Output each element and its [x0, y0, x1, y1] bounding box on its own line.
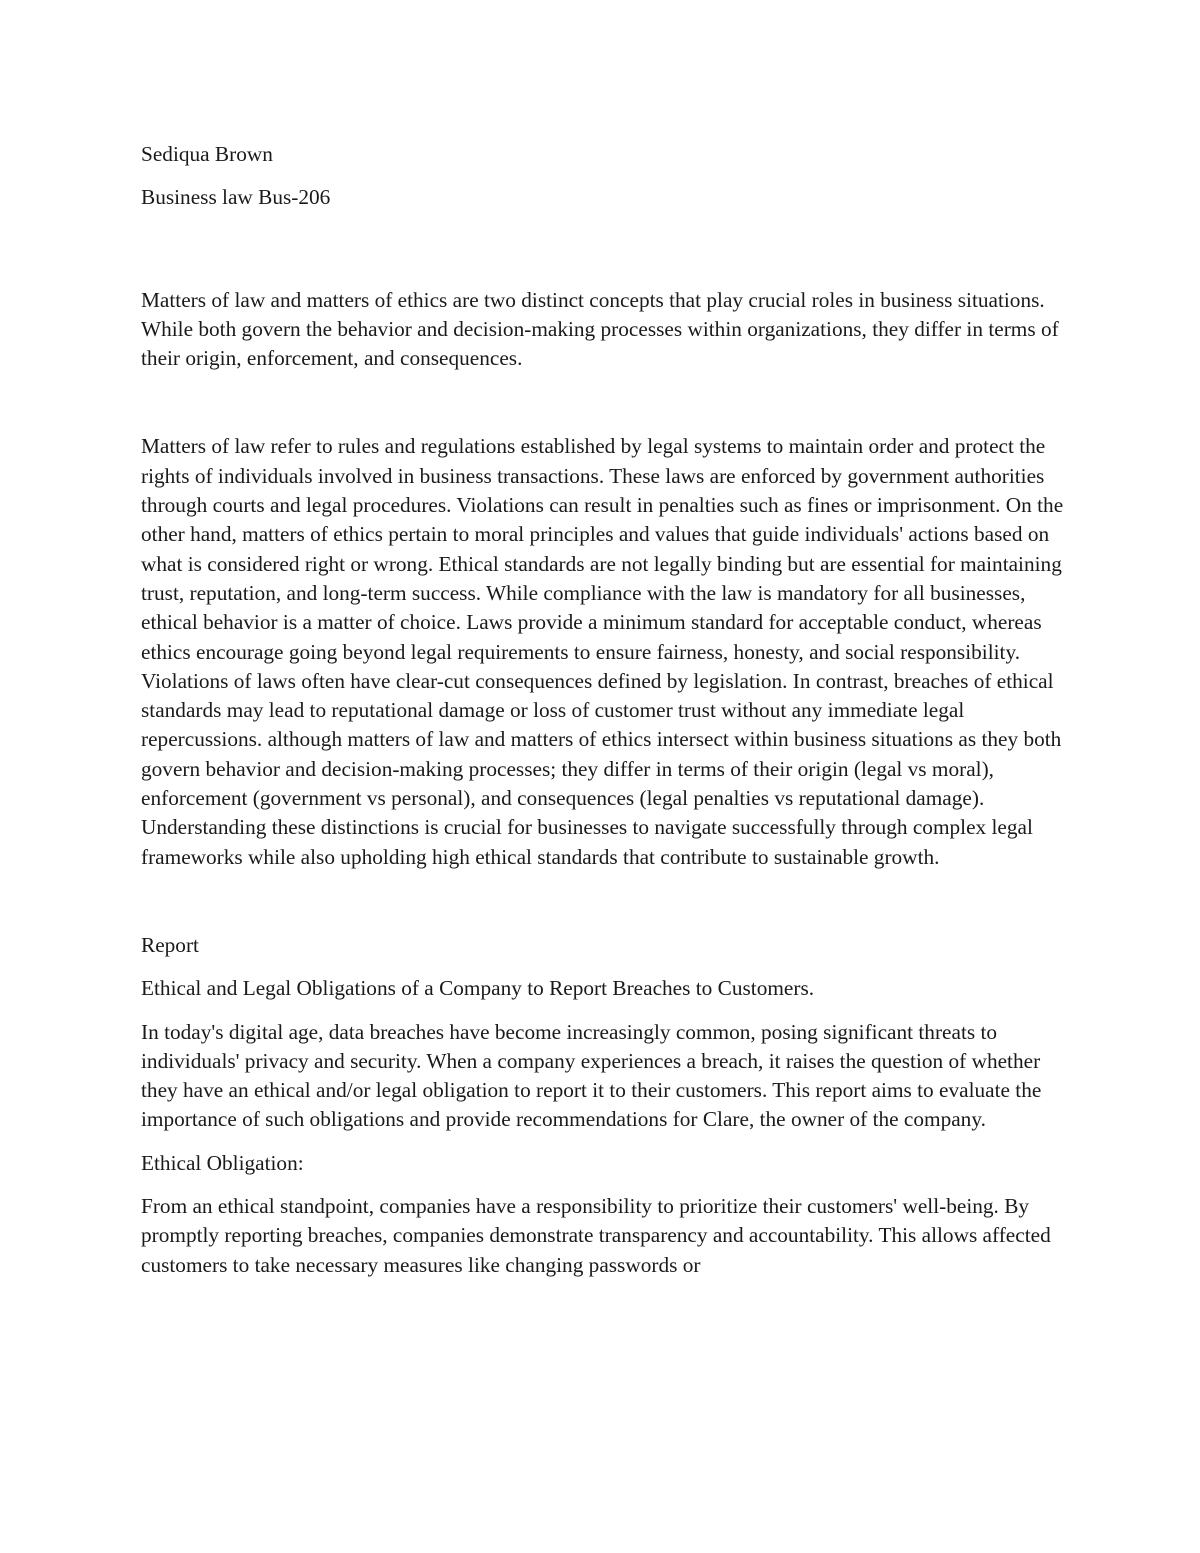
report-title: Ethical and Legal Obligations of a Company to Report Breaches to Customers. — [141, 976, 815, 1001]
report-label: Report — [141, 932, 199, 957]
intro-paragraph: Matters of law and matters of ethics are two distinct concepts that play crucial roles in business situations. While both govern the behavior and decision-making processes within organizations, they differ in terms of their origin, enforcement, and consequences. — [141, 287, 1059, 371]
ethical-obligation-heading: Ethical Obligation: — [141, 1150, 304, 1175]
course-name: Business law Bus-206 — [141, 185, 331, 210]
author-name: Sediqua Brown — [141, 142, 273, 166]
ethical-obligation-paragraph: From an ethical standpoint, companies have a responsibility to prioritize their customers' well-being. By promptly reporting breaches, companies demonstrate transparency and accountability. This allows affected customers to take necessary measures like changing passwords or — [141, 1194, 1051, 1277]
law-vs-ethics-paragraph: Matters of law refer to rules and regulations established by legal systems to maintain order and protect the rights of individuals involved in business transactions. These laws are enforced by government authorities through courts and legal procedures. Violations can result in penalties such as fines or imprisonment. On the other hand, matters of ethics pertain to moral principles and values that guide individuals' actions based on what is considered right or wrong. Ethical standards are not legally binding but are essential for maintaining trust, reputation, and long-term success. While compliance with the law is mandatory for all businesses, ethical behavior is a matter of choice. Laws provide a minimum standard for acceptable conduct, whereas ethics encourage going beyond legal requirements to ensure fairness, honesty, and social responsibility. Violations of laws often have clear-cut consequences defined by legislation. In contrast, breaches of ethical standards may lead to reputational damage or loss of customer trust without any immediate legal repercussions. although matters of law and matters of ethics intersect within business situations as they both govern behavior and decision-making processes; they differ in terms of their origin (legal vs moral), enforcement (government vs personal), and consequences (legal penalties vs reputational damage). Understanding these distinctions is crucial for businesses to navigate successfully through complex legal frameworks while also upholding high ethical standards that contribute to sustainable growth. — [141, 434, 1064, 869]
report-intro-paragraph: In today's digital age, data breaches have become increasingly common, posing significant threats to individuals' privacy and security. When a company experiences a breach, it raises the question of whether they have an ethical and/or legal obligation to report it to their customers. This report aims to evaluate the importance of such obligations and provide recommendations for Clare, the owner of the company. — [141, 1019, 1042, 1132]
document-body — [141, 140, 1066, 1280]
